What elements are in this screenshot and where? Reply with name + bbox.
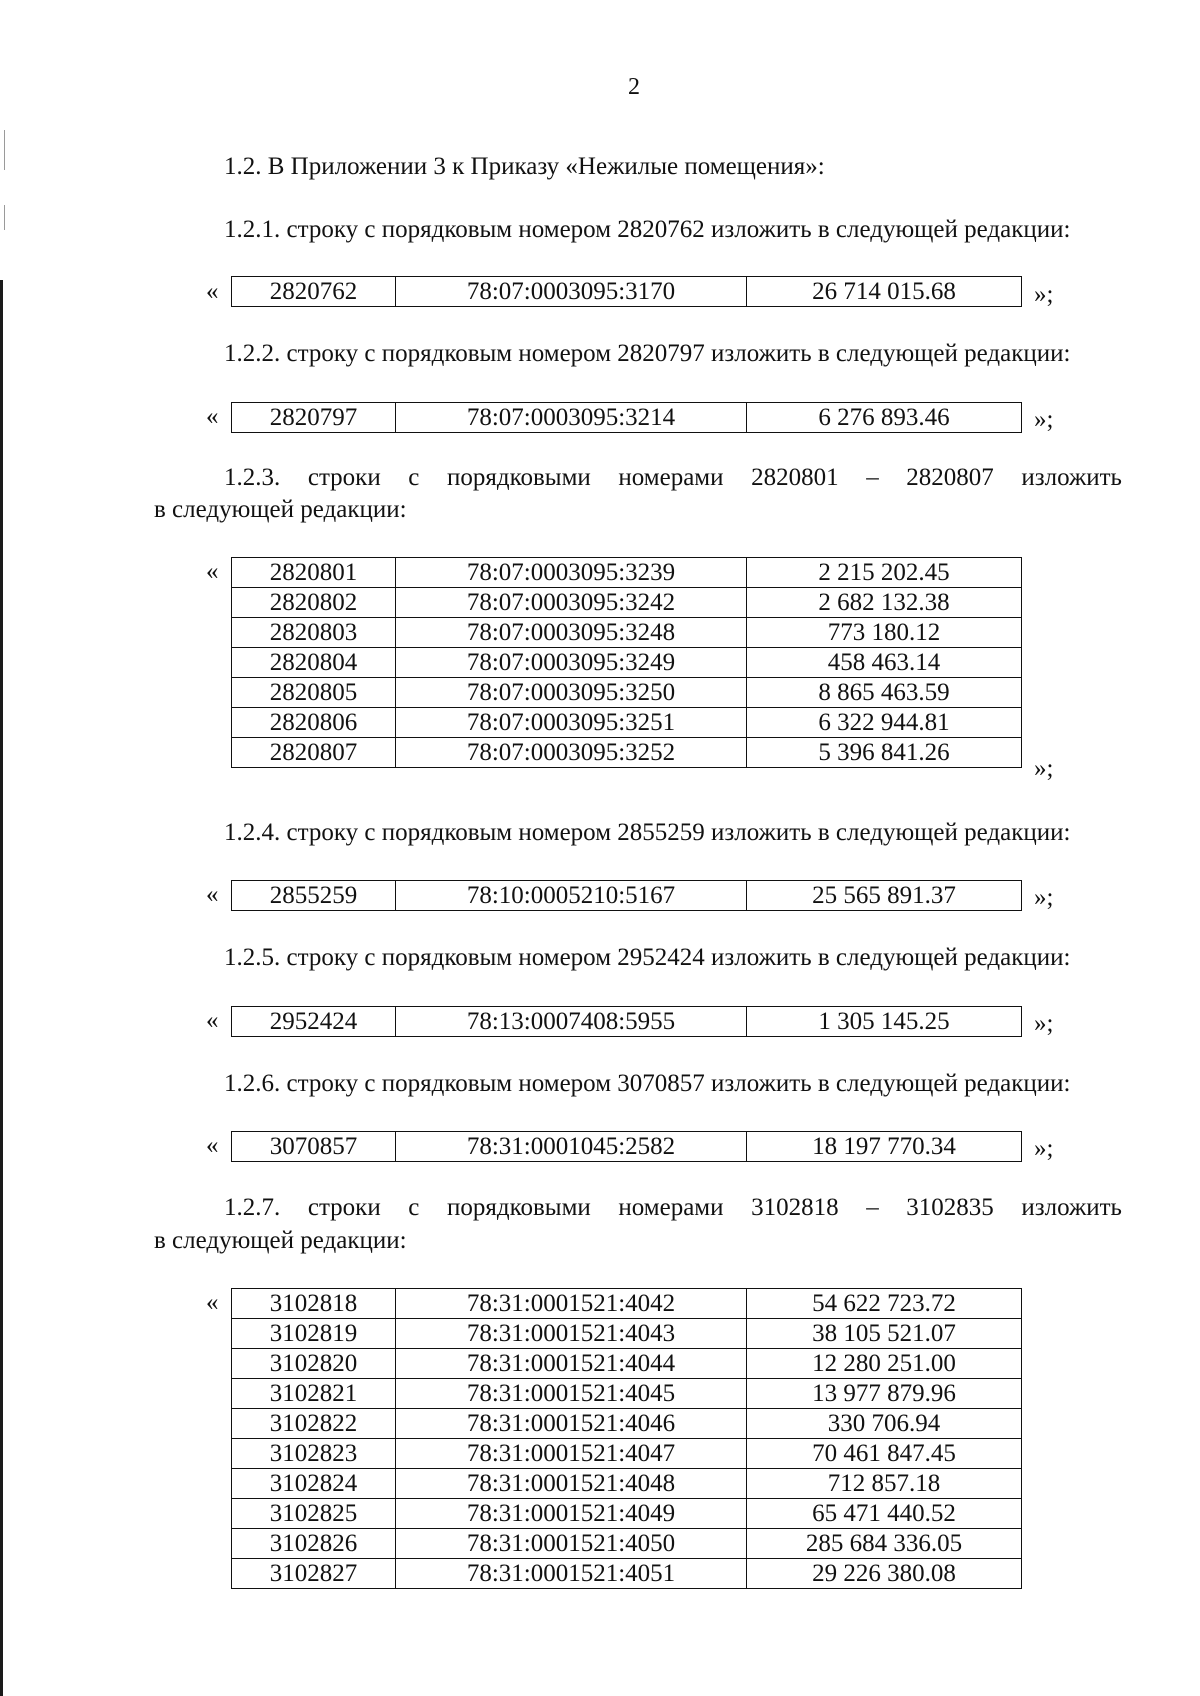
value-cell: 54 622 723.72 (747, 1289, 1022, 1319)
section-heading: 1.2. В Приложении 3 к Приказу «Нежилые помещения»: (224, 153, 825, 180)
clause-1-2-1: 1.2.1. строку с порядковым номером 2820762 изложить в следующей редакции: (224, 216, 1071, 243)
word: – (866, 464, 879, 491)
quote-close: »; (1034, 1010, 1054, 1037)
word: номерами (618, 1194, 724, 1221)
cadastral-number-cell: 78:07:0003095:3214 (396, 403, 747, 433)
value-cell: 25 565 891.37 (747, 881, 1022, 911)
value-cell: 458 463.14 (747, 648, 1022, 678)
table-row (232, 678, 1022, 708)
value-cell: 8 865 463.59 (747, 678, 1022, 708)
row-number-cell: 3070857 (232, 1132, 396, 1162)
table-row (232, 881, 1022, 911)
quote-close: »; (1034, 755, 1054, 782)
clause-1-2-5: 1.2.5. строку с порядковым номером 2952424 изложить в следующей редакции: (224, 944, 1071, 971)
value-cell: 29 226 380.08 (747, 1559, 1022, 1589)
clause-1-2-7-continuation: в следующей редакции: (154, 1227, 407, 1254)
quote-open: « (206, 403, 219, 430)
value-cell: 712 857.18 (747, 1469, 1022, 1499)
word: 2820801 (751, 464, 839, 491)
scan-mark (4, 130, 5, 170)
word: строки (307, 464, 381, 491)
table-row (232, 648, 1022, 678)
table-row (232, 1349, 1022, 1379)
word: 3102818 (751, 1194, 839, 1221)
table-row (232, 618, 1022, 648)
quote-open: « (206, 1007, 219, 1034)
word: порядковыми (447, 1194, 591, 1221)
clause-1-2-3-continuation: в следующей редакции: (154, 496, 407, 523)
page-number: 2 (628, 74, 640, 100)
table-row (232, 738, 1022, 768)
cadastral-number-cell: 78:31:0001521:4051 (396, 1559, 747, 1589)
table-row (232, 1007, 1022, 1037)
table-row (232, 1529, 1022, 1559)
table-row (232, 1132, 1022, 1162)
cadastral-number-cell: 78:07:0003095:3249 (396, 648, 747, 678)
value-cell: 2 215 202.45 (747, 558, 1022, 588)
row-number-cell: 3102826 (232, 1529, 396, 1559)
row-number-cell: 2820762 (232, 277, 396, 307)
cadastral-number-cell: 78:07:0003095:3239 (396, 558, 747, 588)
table-1-2-2 (231, 402, 1022, 433)
word: изложить (1021, 464, 1122, 491)
value-cell: 70 461 847.45 (747, 1439, 1022, 1469)
value-cell: 6 322 944.81 (747, 708, 1022, 738)
cadastral-number-cell: 78:31:0001521:4044 (396, 1349, 747, 1379)
cadastral-number-cell: 78:07:0003095:3242 (396, 588, 747, 618)
clause-1-2-6: 1.2.6. строку с порядковым номером 3070857 изложить в следующей редакции: (224, 1070, 1071, 1097)
table-row (232, 1439, 1022, 1469)
table-row (232, 1499, 1022, 1529)
table-row (232, 1409, 1022, 1439)
word: с (408, 464, 420, 491)
quote-open: « (206, 558, 219, 585)
row-number-cell: 2855259 (232, 881, 396, 911)
row-number-cell: 3102823 (232, 1439, 396, 1469)
value-cell: 65 471 440.52 (747, 1499, 1022, 1529)
quote-open: « (206, 278, 219, 305)
cadastral-number-cell: 78:07:0003095:3250 (396, 678, 747, 708)
word: 1.2.7. (224, 1194, 281, 1221)
value-cell: 773 180.12 (747, 618, 1022, 648)
row-number-cell: 3102827 (232, 1559, 396, 1589)
row-number-cell: 2820807 (232, 738, 396, 768)
scan-mark (4, 205, 5, 230)
row-number-cell: 3102822 (232, 1409, 396, 1439)
cadastral-number-cell: 78:31:0001521:4045 (396, 1379, 747, 1409)
word: 2820807 (906, 464, 994, 491)
value-cell: 6 276 893.46 (747, 403, 1022, 433)
quote-close: »; (1034, 406, 1054, 433)
word: изложить (1021, 1194, 1122, 1221)
table-1-2-4 (231, 880, 1022, 911)
quote-close: »; (1034, 1135, 1054, 1162)
table-row (232, 588, 1022, 618)
scan-edge (0, 280, 3, 1696)
row-number-cell: 2820802 (232, 588, 396, 618)
clause-1-2-3 (224, 461, 1122, 495)
table-row (232, 1469, 1022, 1499)
row-number-cell: 2820806 (232, 708, 396, 738)
cadastral-number-cell: 78:31:0001521:4049 (396, 1499, 747, 1529)
cadastral-number-cell: 78:31:0001521:4047 (396, 1439, 747, 1469)
cadastral-number-cell: 78:10:0005210:5167 (396, 881, 747, 911)
table-row (232, 1319, 1022, 1349)
table-row (232, 708, 1022, 738)
word: 1.2.3. (224, 464, 281, 491)
value-cell: 26 714 015.68 (747, 277, 1022, 307)
table-row (232, 1379, 1022, 1409)
cadastral-number-cell: 78:07:0003095:3252 (396, 738, 747, 768)
cadastral-number-cell: 78:31:0001521:4042 (396, 1289, 747, 1319)
row-number-cell: 3102820 (232, 1349, 396, 1379)
quote-open: « (206, 1289, 219, 1316)
cadastral-number-cell: 78:31:0001521:4050 (396, 1529, 747, 1559)
value-cell: 330 706.94 (747, 1409, 1022, 1439)
value-cell: 13 977 879.96 (747, 1379, 1022, 1409)
row-number-cell: 2820797 (232, 403, 396, 433)
value-cell: 1 305 145.25 (747, 1007, 1022, 1037)
value-cell: 18 197 770.34 (747, 1132, 1022, 1162)
row-number-cell: 3102821 (232, 1379, 396, 1409)
cadastral-number-cell: 78:31:0001521:4043 (396, 1319, 747, 1349)
cadastral-number-cell: 78:31:0001521:4048 (396, 1469, 747, 1499)
cadastral-number-cell: 78:13:0007408:5955 (396, 1007, 747, 1037)
row-number-cell: 2820803 (232, 618, 396, 648)
cadastral-number-cell: 78:31:0001045:2582 (396, 1132, 747, 1162)
value-cell: 285 684 336.05 (747, 1529, 1022, 1559)
value-cell: 2 682 132.38 (747, 588, 1022, 618)
word: порядковыми (447, 464, 591, 491)
table-row (232, 403, 1022, 433)
value-cell: 38 105 521.07 (747, 1319, 1022, 1349)
word: строки (307, 1194, 381, 1221)
cadastral-number-cell: 78:07:0003095:3251 (396, 708, 747, 738)
clause-1-2-7 (224, 1191, 1122, 1225)
row-number-cell: 3102825 (232, 1499, 396, 1529)
word: 3102835 (906, 1194, 994, 1221)
table-1-2-7 (231, 1288, 1022, 1589)
table-1-2-3 (231, 557, 1022, 768)
table-row (232, 1559, 1022, 1589)
cadastral-number-cell: 78:07:0003095:3248 (396, 618, 747, 648)
value-cell: 5 396 841.26 (747, 738, 1022, 768)
quote-close: »; (1034, 884, 1054, 911)
cadastral-number-cell: 78:31:0001521:4046 (396, 1409, 747, 1439)
table-row (232, 558, 1022, 588)
clause-1-2-4: 1.2.4. строку с порядковым номером 2855259 изложить в следующей редакции: (224, 819, 1071, 846)
row-number-cell: 2820805 (232, 678, 396, 708)
word: номерами (618, 464, 724, 491)
row-number-cell: 2820804 (232, 648, 396, 678)
quote-close: »; (1034, 281, 1054, 308)
row-number-cell: 3102818 (232, 1289, 396, 1319)
table-1-2-5 (231, 1006, 1022, 1037)
quote-open: « (206, 1132, 219, 1159)
row-number-cell: 3102819 (232, 1319, 396, 1349)
row-number-cell: 2952424 (232, 1007, 396, 1037)
row-number-cell: 3102824 (232, 1469, 396, 1499)
table-row (232, 277, 1022, 307)
row-number-cell: 2820801 (232, 558, 396, 588)
word: – (866, 1194, 879, 1221)
value-cell: 12 280 251.00 (747, 1349, 1022, 1379)
table-1-2-1 (231, 276, 1022, 307)
table-1-2-6 (231, 1131, 1022, 1162)
table-row (232, 1289, 1022, 1319)
quote-open: « (206, 881, 219, 908)
word: с (408, 1194, 420, 1221)
clause-1-2-2: 1.2.2. строку с порядковым номером 2820797 изложить в следующей редакции: (224, 340, 1071, 367)
cadastral-number-cell: 78:07:0003095:3170 (396, 277, 747, 307)
